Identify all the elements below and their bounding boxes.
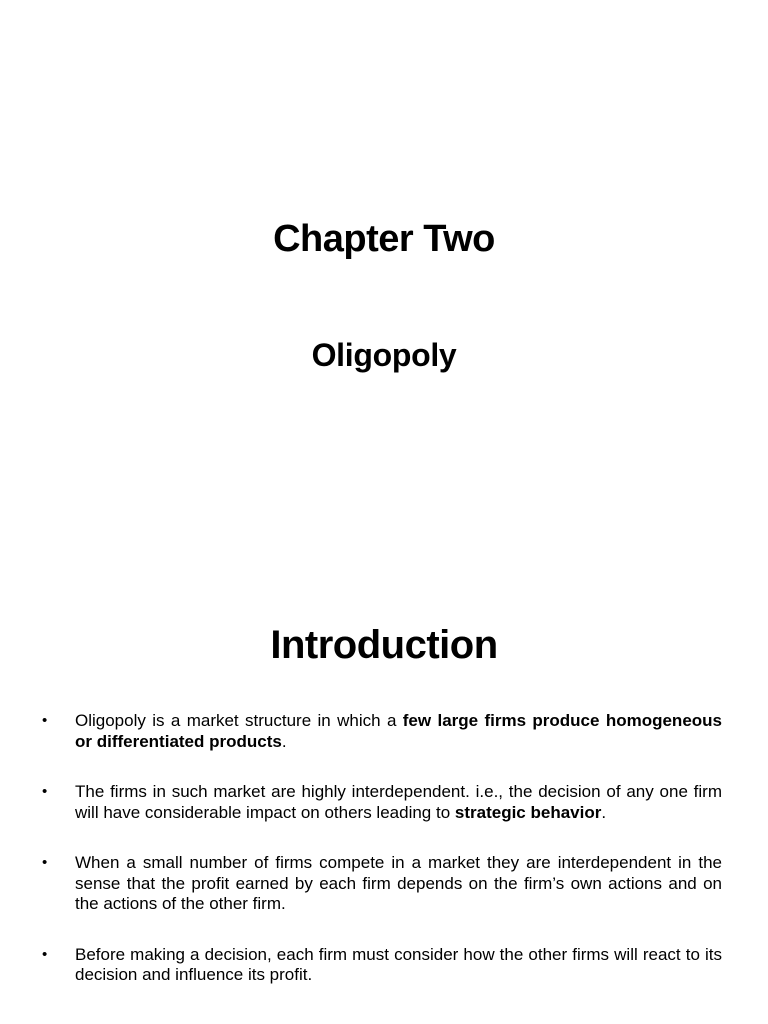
bullet-text — [75, 853, 722, 915]
chapter-subtitle: Oligopoly — [311, 337, 457, 373]
bullet-item — [42, 945, 722, 986]
bullet-text-bold: strategic behavior — [454, 802, 602, 822]
bullet-text — [75, 945, 722, 986]
bullet-dot-icon: • — [42, 945, 48, 963]
introduction-slide — [0, 515, 768, 1024]
bullet-text-end: . — [601, 802, 607, 822]
bullet-dot-icon: • — [42, 783, 48, 800]
bullet-item — [42, 853, 722, 915]
bullet-text-plain: Oligopoly is a market structure in which a — [75, 711, 403, 730]
bullet-text-plain: When a small number of firms compete in a market they are interdependent in the sense that the profit earned by each firm depends on the firm’s own actions and on the actions of the other firm. — [75, 853, 722, 913]
bullet-text-bold: few large firms produce homogeneous or differentiated products — [75, 711, 722, 751]
bullet-text-plain: Before making a decision, each firm must consider how the other firms will react to its decision and influence its profit. — [75, 944, 722, 984]
bullet-text — [75, 711, 722, 752]
chapter-title: Chapter Two — [273, 218, 495, 260]
bullet-item — [42, 711, 722, 752]
bullet-list — [42, 711, 722, 986]
bullet-text-plain: The firms in such market are highly interdependent. i.e., the decision of any one firm will have considerable impact on others leading to — [75, 782, 722, 822]
bullet-text-end: . — [281, 731, 287, 751]
bullet-text — [75, 782, 722, 823]
bullet-dot-icon: • — [42, 712, 48, 729]
introduction-heading: Introduction — [270, 623, 498, 667]
bullet-dot-icon: • — [42, 854, 48, 871]
bullet-item — [42, 782, 722, 823]
